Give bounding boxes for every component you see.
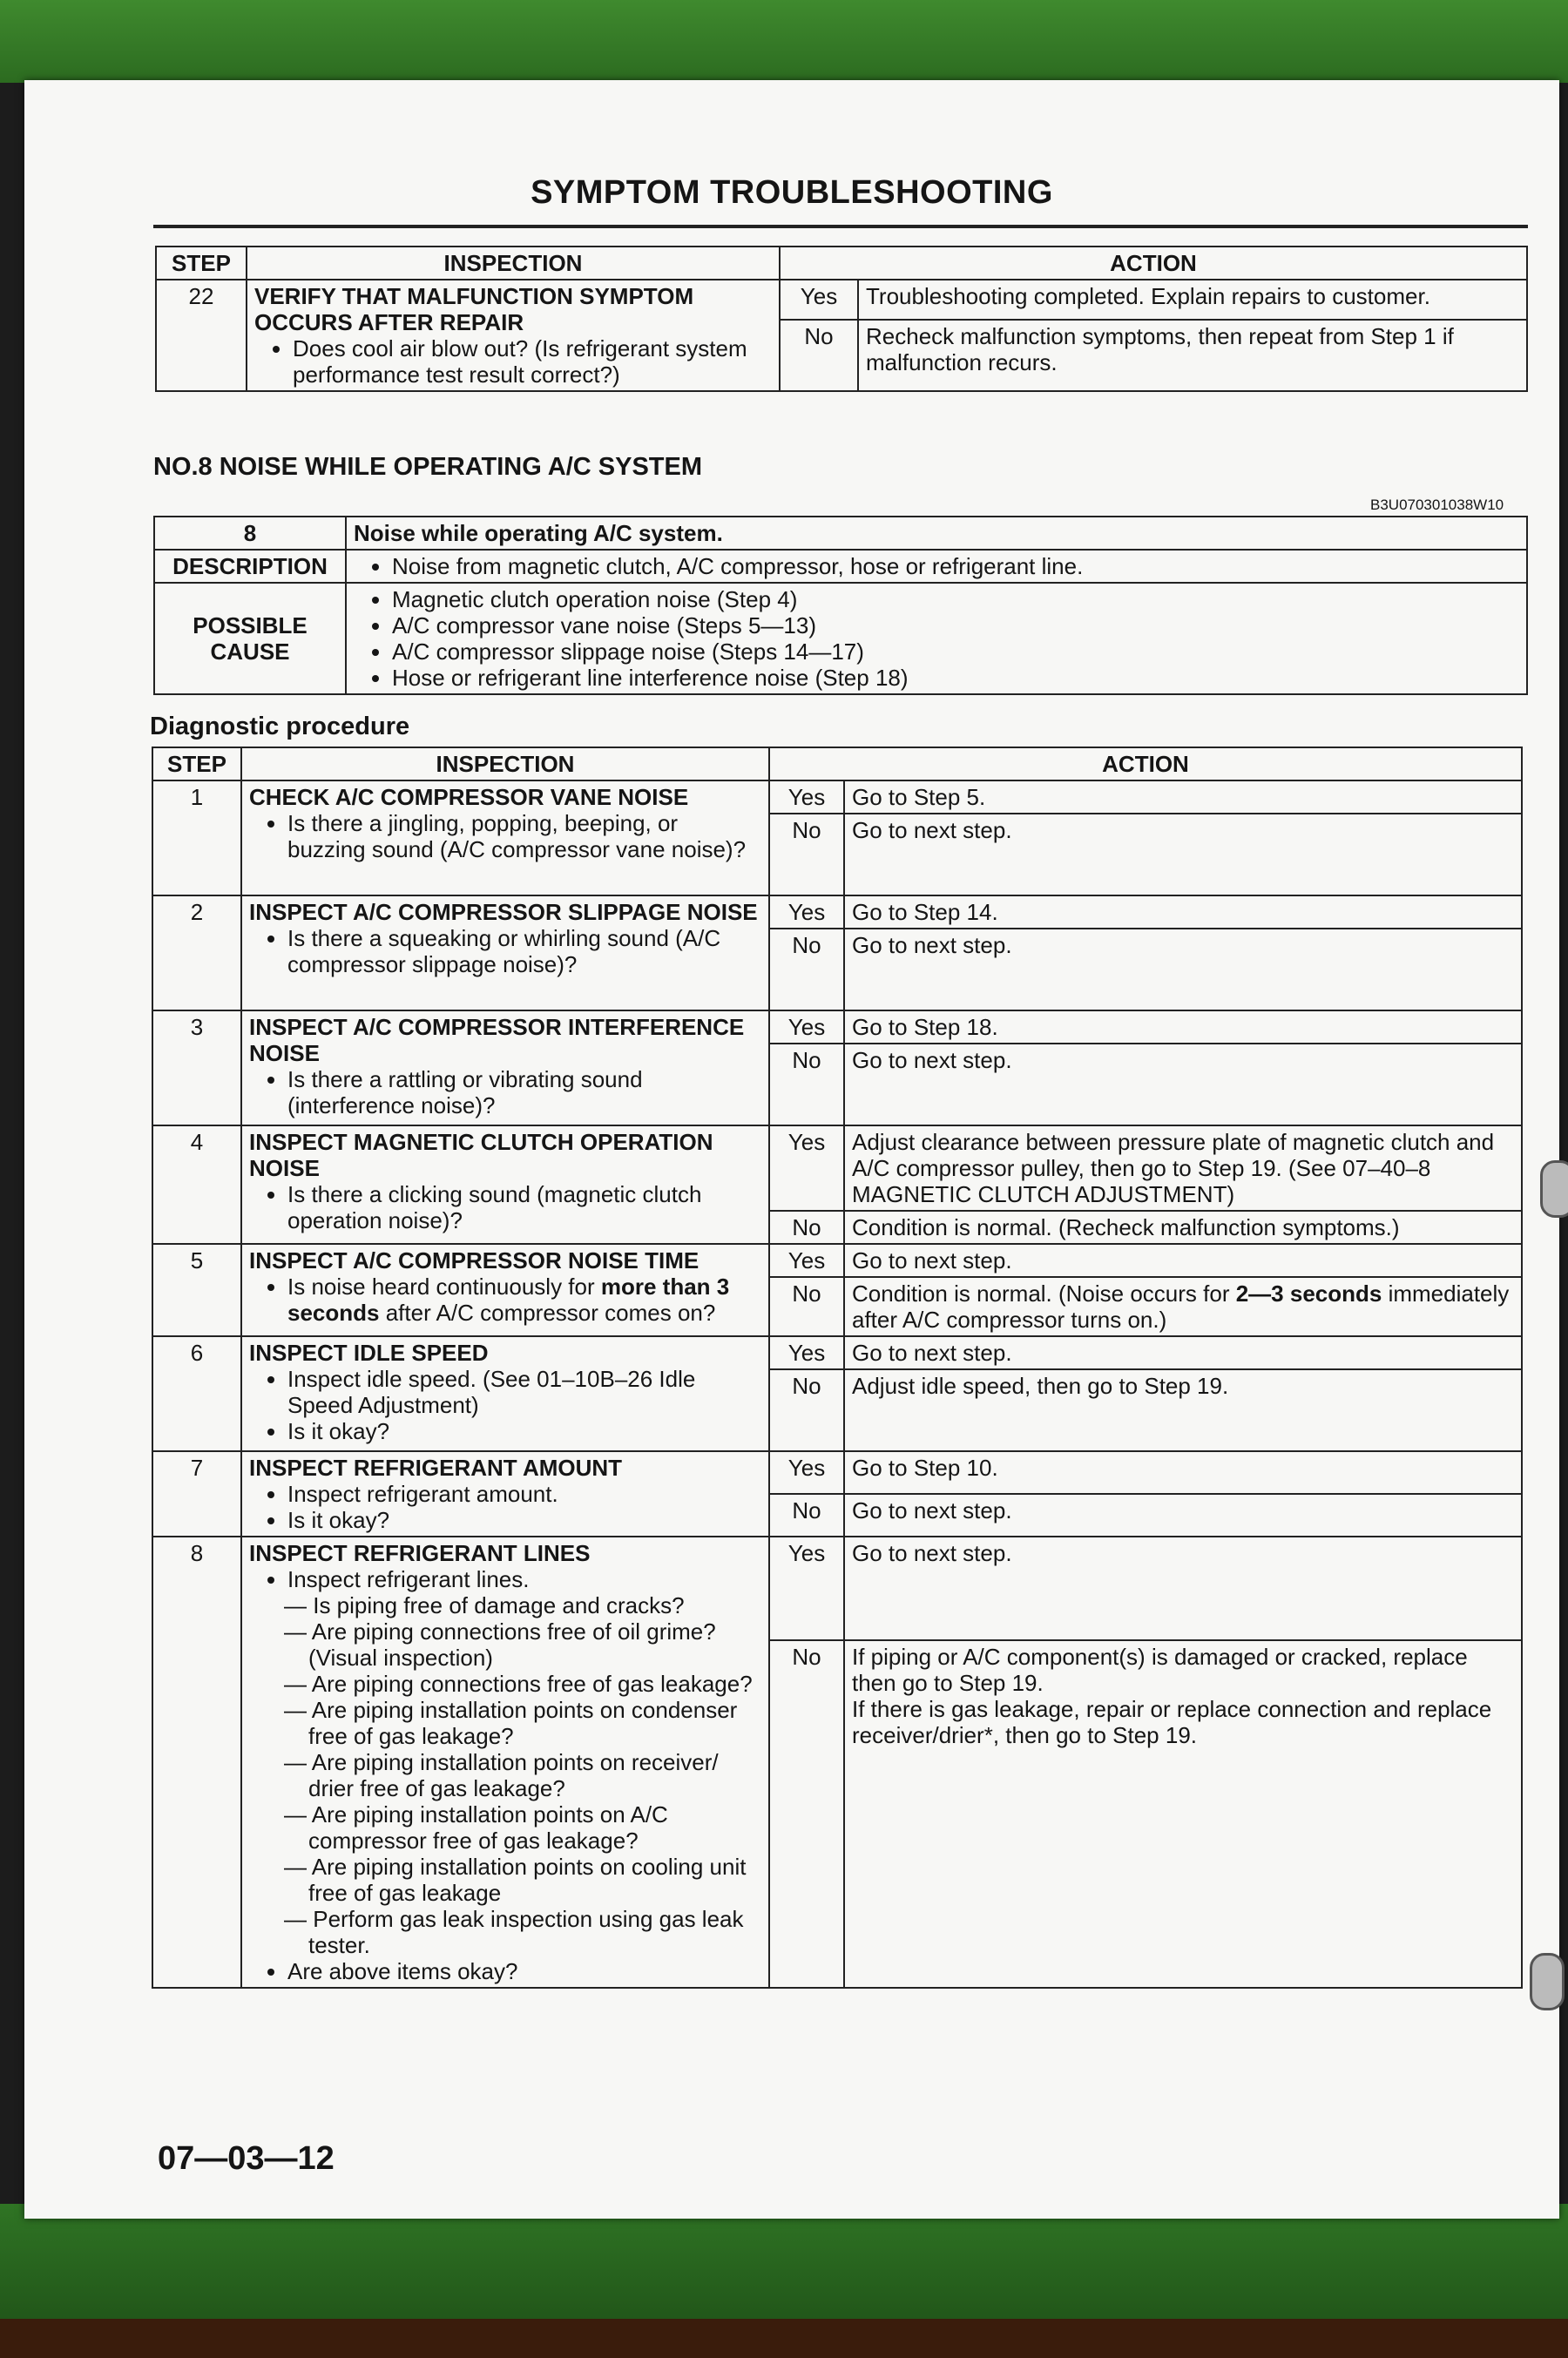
inspection-cell xyxy=(241,1537,769,1988)
yes-label: Yes xyxy=(769,1451,844,1494)
inspection-title: CHECK A/C COMPRESSOR VANE NOISE xyxy=(249,784,689,810)
binder-ring xyxy=(1540,1160,1568,1218)
bullet-text: Is noise heard continuously for xyxy=(287,1274,601,1300)
step-number: 6 xyxy=(152,1336,241,1451)
inspection-bullet: • Inspect refrigerant lines. xyxy=(287,1566,761,1592)
title-rule xyxy=(153,225,1528,228)
inspection-title: INSPECT MAGNETIC CLUTCH OPERATION NOISE xyxy=(249,1129,713,1181)
cause-item: • A/C compressor vane noise (Steps 5—13) xyxy=(392,612,1519,638)
no-action: Go to next step. xyxy=(844,1494,1522,1537)
inspection-bullet: • Does cool air blow out? (Is refrigerant system performance test result correct?) xyxy=(293,335,772,388)
yes-action: Go to Step 18. xyxy=(844,1010,1522,1044)
no-label: No xyxy=(769,1640,844,1988)
no-label: No xyxy=(769,1369,844,1451)
floor xyxy=(0,2319,1568,2358)
action-emphasis: 2—3 seconds xyxy=(1235,1280,1382,1307)
step-number: 2 xyxy=(152,895,241,1010)
bullet-emphasis: more than 3 seconds xyxy=(287,1274,730,1326)
manual-page xyxy=(24,80,1559,2219)
inspection-bullet: • Inspect idle speed. (See 01–10B–26 Idle Speed Adjustment) xyxy=(287,1366,761,1418)
cause-item: • Magnetic clutch operation noise (Step 4) xyxy=(392,586,1519,612)
check-list xyxy=(249,1592,761,1958)
inspection-bullet xyxy=(287,1274,761,1326)
no-action: Go to next step. xyxy=(844,929,1522,1010)
no-action: Go to next step. xyxy=(844,1044,1522,1125)
no-action xyxy=(844,1640,1522,1988)
cause-item: • A/C compressor slippage noise (Steps 14—17) xyxy=(392,638,1519,665)
inspection-title: INSPECT REFRIGERANT LINES xyxy=(249,1540,591,1566)
yes-action: Go to next step. xyxy=(844,1537,1522,1640)
no-label: No xyxy=(769,1211,844,1244)
binder-ring xyxy=(1530,1953,1565,2010)
step-number: 8 xyxy=(152,1537,241,1988)
yes-label: Yes xyxy=(780,280,858,320)
yes-label: Yes xyxy=(769,1336,844,1369)
step-number: 22 xyxy=(156,280,247,391)
check-item: — Are piping connections free of oil grime? (Visual inspection) xyxy=(284,1618,716,1671)
possible-cause-cell xyxy=(346,583,1527,694)
inspection-title: VERIFY THAT MALFUNCTION SYMPTOM OCCURS AFTER REPAIR xyxy=(254,283,694,335)
check-item: — Are piping installation points on condenser free of gas leakage? xyxy=(284,1697,738,1749)
symptom-number: 8 xyxy=(154,517,346,550)
inspection-bullet: • Is there a squeaking or whirling sound (A/C compressor slippage noise)? xyxy=(287,925,761,977)
action-header: ACTION xyxy=(780,247,1527,280)
possible-cause-label: POSSIBLE CAUSE xyxy=(154,583,346,694)
step-number: 1 xyxy=(152,780,241,895)
symptom-text: Noise while operating A/C system. xyxy=(346,517,1527,550)
step-number: 7 xyxy=(152,1451,241,1537)
no-label: No xyxy=(769,1044,844,1125)
yes-action: Go to Step 14. xyxy=(844,895,1522,929)
yes-action: Go to next step. xyxy=(844,1336,1522,1369)
check-item: — Perform gas leak inspection using gas leak tester. xyxy=(284,1906,744,1958)
yes-label: Yes xyxy=(769,1125,844,1211)
yes-action: Go to Step 5. xyxy=(844,780,1522,814)
yes-label: Yes xyxy=(769,1244,844,1277)
action-text: immediately after A/C compressor turns on.) xyxy=(852,1280,1510,1333)
inspection-bullet: • Is it okay? xyxy=(287,1418,761,1444)
inspection-title: INSPECT A/C COMPRESSOR NOISE TIME xyxy=(249,1247,700,1274)
diagnostic-procedure-title: Diagnostic procedure xyxy=(150,713,410,740)
inspection-bullet: • Inspect refrigerant amount. xyxy=(287,1481,761,1507)
step-number: 3 xyxy=(152,1010,241,1125)
no-label: No xyxy=(769,814,844,895)
symptom-table xyxy=(153,516,1528,695)
yes-action: Go to next step. xyxy=(844,1244,1522,1277)
bullet-text: after A/C compressor comes on? xyxy=(379,1300,716,1326)
step-header: STEP xyxy=(156,247,247,280)
no-label: No xyxy=(780,320,858,391)
inspection-bullet: • Is there a clicking sound (magnetic clutch operation noise)? xyxy=(287,1181,761,1233)
inspection-title: INSPECT IDLE SPEED xyxy=(249,1340,489,1366)
inspection-cell xyxy=(241,780,769,895)
inspection-title: INSPECT A/C COMPRESSOR SLIPPAGE NOISE xyxy=(249,899,758,925)
no-action: Recheck malfunction symptoms, then repeat from Step 1 if malfunction recurs. xyxy=(858,320,1527,391)
cause-item: • Hose or refrigerant line interference noise (Step 18) xyxy=(392,665,1519,691)
yes-action: Go to Step 10. xyxy=(844,1451,1522,1494)
inspection-cell xyxy=(241,1244,769,1336)
check-item: — Are piping connections free of gas leakage? xyxy=(284,1671,753,1697)
check-item: — Are piping installation points on cooling unit free of gas leakage xyxy=(284,1854,747,1906)
check-item: — Are piping installation points on receiver/ drier free of gas leakage? xyxy=(284,1749,719,1801)
no-action xyxy=(844,1277,1522,1336)
section-title: NO.8 NOISE WHILE OPERATING A/C SYSTEM xyxy=(153,453,702,481)
check-item: — Are piping installation points on A/C compressor free of gas leakage? xyxy=(284,1801,668,1854)
inspection-cell xyxy=(247,280,780,391)
no-action: Go to next step. xyxy=(844,814,1522,895)
inspection-cell xyxy=(241,1125,769,1244)
description-cell xyxy=(346,550,1527,583)
page-number: 07—03—12 xyxy=(158,2140,335,2177)
inspection-header: INSPECTION xyxy=(241,747,769,780)
step-number: 4 xyxy=(152,1125,241,1244)
inspection-bullet: • Is it okay? xyxy=(287,1507,761,1533)
no-label: No xyxy=(769,1494,844,1537)
inspection-header: INSPECTION xyxy=(247,247,780,280)
no-label: No xyxy=(769,929,844,1010)
action-text: If there is gas leakage, repair or replace connection and replace receiver/drier*, then go to Step 19. xyxy=(852,1695,1492,1748)
step-number: 5 xyxy=(152,1244,241,1336)
step-header: STEP xyxy=(152,747,241,780)
action-text: Condition is normal. (Noise occurs for xyxy=(852,1280,1236,1307)
no-action: Condition is normal. (Recheck malfunction symptoms.) xyxy=(844,1211,1522,1244)
diagnostic-table xyxy=(152,747,1523,1989)
inspection-bullet: • Is there a rattling or vibrating sound (interference noise)? xyxy=(287,1066,761,1118)
inspection-bullet: • Is there a jingling, popping, beeping, or buzzing sound (A/C compressor vane noise)? xyxy=(287,810,761,862)
binder-top-edge xyxy=(0,0,1568,83)
inspection-title: INSPECT REFRIGERANT AMOUNT xyxy=(249,1455,623,1481)
inspection-cell xyxy=(241,1336,769,1451)
inspection-bullet: • Are above items okay? xyxy=(287,1958,761,1984)
yes-label: Yes xyxy=(769,1537,844,1640)
description-label: DESCRIPTION xyxy=(154,550,346,583)
yes-label: Yes xyxy=(769,780,844,814)
description-text: • Noise from magnetic clutch, A/C compressor, hose or refrigerant line. xyxy=(392,553,1519,579)
yes-action: Adjust clearance between pressure plate of magnetic clutch and A/C compressor pulley, then go to Step 19. (See 07–40–8 MAGNETIC CLUTCH ADJUSTMENT) xyxy=(844,1125,1522,1211)
inspection-cell xyxy=(241,895,769,1010)
inspection-cell xyxy=(241,1010,769,1125)
document-code: B3U070301038W10 xyxy=(1370,497,1504,513)
check-item: — Is piping free of damage and cracks? xyxy=(284,1592,685,1618)
action-text: If piping or A/C component(s) is damaged or cracked, replace then go to Step 19. xyxy=(852,1643,1468,1696)
inspection-title: INSPECT A/C COMPRESSOR INTERFERENCE NOISE xyxy=(249,1014,745,1066)
yes-label: Yes xyxy=(769,895,844,929)
yes-action: Troubleshooting completed. Explain repairs to customer. xyxy=(858,280,1527,320)
inspection-cell xyxy=(241,1451,769,1537)
previous-step-table xyxy=(155,246,1528,392)
yes-label: Yes xyxy=(769,1010,844,1044)
no-label: No xyxy=(769,1277,844,1336)
no-action: Adjust idle speed, then go to Step 19. xyxy=(844,1369,1522,1451)
page-title: SYMPTOM TROUBLESHOOTING xyxy=(531,174,1053,211)
action-header: ACTION xyxy=(769,747,1522,780)
binder-bottom-edge xyxy=(0,2204,1568,2358)
